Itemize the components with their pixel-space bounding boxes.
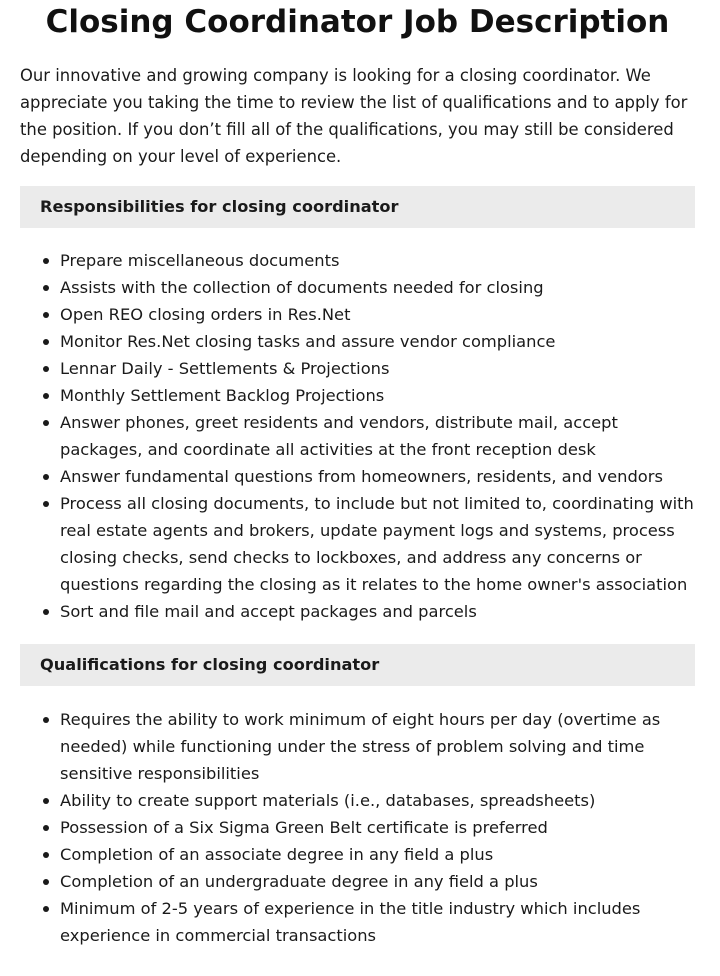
responsibility-item — [60, 382, 695, 409]
qualification-text: Minimum of 2-5 years of experience in the title industry which includes experience in commercial transactions — [60, 899, 641, 945]
responsibility-item — [60, 247, 695, 274]
bullet-icon — [43, 258, 49, 264]
responsibility-text: Process all closing documents, to include but not limited to, coordinating with real estate agents and brokers, update payment logs and systems, process closing checks, send checks to lockboxes, and address any concerns or questions regarding the closing as it relates to the home owner's association — [60, 494, 694, 594]
responsibility-item — [60, 598, 695, 625]
bullet-icon — [43, 393, 49, 399]
qualifications-heading: Qualifications for closing coordinator — [20, 644, 695, 686]
responsibility-item — [60, 301, 695, 328]
responsibility-item — [60, 274, 695, 301]
bullet-icon — [43, 879, 49, 885]
qualification-text: Requires the ability to work minimum of eight hours per day (overtime as needed) while functioning under the stress of problem solving and time sensitive responsibilities — [60, 710, 661, 783]
responsibility-text: Open REO closing orders in Res.Net — [60, 305, 351, 324]
qualification-item — [60, 895, 695, 949]
bullet-icon — [43, 852, 49, 858]
qualification-text: Completion of an associate degree in any field a plus — [60, 845, 494, 864]
qualifications-list — [20, 706, 695, 949]
responsibilities-heading: Responsibilities for closing coordinator — [20, 186, 695, 228]
bullet-icon — [43, 420, 49, 426]
qualification-item — [60, 787, 695, 814]
bullet-icon — [43, 285, 49, 291]
bullet-icon — [43, 366, 49, 372]
qualification-text: Completion of an undergraduate degree in any field a plus — [60, 872, 538, 891]
responsibility-item — [60, 490, 695, 598]
page-title: Closing Coordinator Job Description — [45, 4, 670, 40]
responsibility-text: Prepare miscellaneous documents — [60, 251, 340, 270]
responsibility-text: Monitor Res.Net closing tasks and assure vendor compliance — [60, 332, 556, 351]
responsibilities-list — [20, 247, 695, 625]
bullet-icon — [43, 474, 49, 480]
responsibility-item — [60, 328, 695, 355]
qualification-item — [60, 868, 695, 895]
bullet-icon — [43, 798, 49, 804]
bullet-icon — [43, 906, 49, 912]
responsibility-text: Assists with the collection of documents needed for closing — [60, 278, 544, 297]
bullet-icon — [43, 339, 49, 345]
bullet-icon — [43, 312, 49, 318]
bullet-icon — [43, 501, 49, 507]
responsibility-item — [60, 355, 695, 382]
qualification-text: Ability to create support materials (i.e., databases, spreadsheets) — [60, 791, 596, 810]
responsibility-text: Sort and file mail and accept packages and parcels — [60, 602, 477, 621]
qualification-item — [60, 706, 695, 787]
bullet-icon — [43, 717, 49, 723]
responsibility-text: Answer fundamental questions from homeowners, residents, and vendors — [60, 467, 663, 486]
intro-paragraph: Our innovative and growing company is looking for a closing coordinator. We appreciate you taking the time to review the list of qualifications and to apply for the position. If you don’t fill all of the qualifications, you may still be considered depending on your level of experience. — [20, 66, 688, 166]
responsibility-text: Monthly Settlement Backlog Projections — [60, 386, 385, 405]
responsibility-item — [60, 463, 695, 490]
qualification-item — [60, 841, 695, 868]
responsibility-item — [60, 409, 695, 463]
qualification-text: Possession of a Six Sigma Green Belt certificate is preferred — [60, 818, 548, 837]
responsibility-text: Lennar Daily - Settlements & Projections — [60, 359, 390, 378]
responsibility-text: Answer phones, greet residents and vendors, distribute mail, accept packages, and coordinate all activities at the front reception desk — [60, 413, 618, 459]
job-description-page — [20, 0, 695, 949]
bullet-icon — [43, 609, 49, 615]
bullet-icon — [43, 825, 49, 831]
qualification-item — [60, 814, 695, 841]
